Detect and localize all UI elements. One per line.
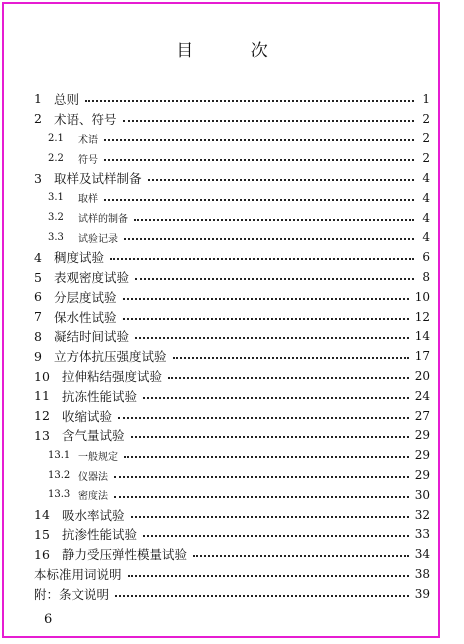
toc-entry-number: 3.3 <box>48 231 64 243</box>
toc-entry-number: 11 <box>34 388 50 404</box>
toc-entry-page: 4 <box>422 190 430 205</box>
toc-entry-title: 收缩试验 <box>62 408 113 424</box>
toc-entry-page: 33 <box>414 527 430 542</box>
table-of-contents <box>34 89 430 604</box>
toc-entry-page: 24 <box>414 388 430 403</box>
toc-entry-title: 一般规定 <box>78 451 118 463</box>
dot-leader <box>128 575 409 577</box>
toc-entry-page: 2 <box>422 131 430 146</box>
toc-entry-number: 5 <box>34 269 42 285</box>
toc-entry[interactable] <box>34 168 430 188</box>
toc-entry-title: 稠度试验 <box>54 250 105 266</box>
dot-leader <box>168 377 409 379</box>
toc-entry-page: 27 <box>414 408 430 423</box>
toc-entry[interactable] <box>34 505 430 525</box>
toc-entry[interactable] <box>34 148 430 168</box>
dot-leader <box>123 298 409 300</box>
dot-leader <box>104 199 414 201</box>
toc-entry[interactable] <box>34 465 430 485</box>
toc-entry-number: 15 <box>34 526 50 542</box>
toc-entry-page: 2 <box>422 111 430 126</box>
toc-entry-number: 13.3 <box>48 489 71 501</box>
toc-entry-title: 本标准用词说明 <box>34 567 122 583</box>
toc-entry-page: 38 <box>414 567 430 582</box>
toc-entry[interactable] <box>34 406 430 426</box>
toc-entry-title: 吸水率试验 <box>62 507 125 523</box>
toc-entry-page: 30 <box>414 487 430 502</box>
toc-entry-number: 2.2 <box>48 152 64 164</box>
dot-leader <box>114 476 409 478</box>
toc-entry-title: 表观密度试验 <box>54 270 130 286</box>
toc-entry[interactable] <box>34 564 430 584</box>
dot-leader <box>135 337 409 339</box>
toc-entry-page: 14 <box>414 329 430 344</box>
toc-entry-number: 2 <box>34 111 42 127</box>
toc-entry-title: 立方体抗压强度试验 <box>54 349 167 365</box>
dot-leader <box>115 595 409 597</box>
toc-entry-title: 试样的制备 <box>78 214 128 226</box>
dot-leader <box>135 278 414 280</box>
dot-leader <box>123 120 414 122</box>
dot-leader <box>131 516 409 518</box>
page-title: 目 次 <box>176 41 294 61</box>
dot-leader <box>104 159 414 161</box>
toc-entry[interactable] <box>34 208 430 228</box>
toc-entry-page: 4 <box>422 171 430 186</box>
toc-entry[interactable] <box>34 426 430 446</box>
toc-entry-page: 29 <box>414 468 430 483</box>
toc-entry[interactable] <box>34 346 430 366</box>
toc-entry[interactable] <box>34 247 430 267</box>
toc-entry-title: 凝结时间试验 <box>54 329 130 345</box>
toc-entry-page: 2 <box>422 151 430 166</box>
toc-entry-title: 含气量试验 <box>62 428 125 444</box>
toc-entry-page: 34 <box>414 547 430 562</box>
toc-entry-title: 符号 <box>78 154 98 166</box>
dot-leader <box>110 258 414 260</box>
toc-entry-title: 试验记录 <box>78 233 118 245</box>
toc-entry-page: 1 <box>422 91 430 106</box>
toc-entry-number: 3 <box>34 170 42 186</box>
toc-entry-number: 7 <box>34 309 42 325</box>
toc-entry-page: 32 <box>414 507 430 522</box>
dot-leader <box>118 417 409 419</box>
toc-entry-page: 10 <box>414 289 430 304</box>
toc-entry-number: 10 <box>34 368 50 384</box>
toc-entry-page: 29 <box>414 428 430 443</box>
toc-entry[interactable] <box>34 525 430 545</box>
toc-entry-title: 抗渗性能试验 <box>62 527 138 543</box>
toc-entry-page: 17 <box>414 349 430 364</box>
toc-entry[interactable] <box>34 584 430 604</box>
toc-entry[interactable] <box>34 109 430 129</box>
toc-entry-page: 39 <box>414 586 430 601</box>
toc-entry-number: 2.1 <box>48 132 64 144</box>
toc-entry[interactable] <box>34 327 430 347</box>
dot-leader <box>148 179 414 181</box>
toc-entry[interactable] <box>34 445 430 465</box>
page-number: 6 <box>44 612 53 627</box>
toc-entry[interactable] <box>34 287 430 307</box>
toc-entry[interactable] <box>34 89 430 109</box>
toc-entry-title: 保水性试验 <box>54 309 117 325</box>
toc-entry[interactable] <box>34 129 430 149</box>
dot-leader <box>143 397 409 399</box>
dot-leader <box>173 357 409 359</box>
toc-entry[interactable] <box>34 307 430 327</box>
toc-entry-number: 4 <box>34 249 42 265</box>
dot-leader <box>124 238 414 240</box>
dot-leader <box>123 318 409 320</box>
toc-entry-number: 1 <box>34 91 42 107</box>
toc-entry[interactable] <box>34 366 430 386</box>
toc-entry-title: 术语 <box>78 134 98 146</box>
toc-entry-number: 16 <box>34 546 50 562</box>
toc-entry-title: 取样 <box>78 194 98 206</box>
dot-leader <box>134 219 414 221</box>
toc-entry-title: 静力受压弹性模量试验 <box>62 547 188 563</box>
dot-leader <box>193 555 409 557</box>
dot-leader <box>124 456 409 458</box>
dot-leader <box>143 535 409 537</box>
toc-entry[interactable] <box>34 386 430 406</box>
toc-entry-title: 分层度试验 <box>54 289 117 305</box>
toc-entry-title: 总则 <box>54 91 80 107</box>
toc-entry-title: 抗冻性能试验 <box>62 388 138 404</box>
dot-leader <box>131 436 409 438</box>
toc-entry-title: 拉伸粘结强度试验 <box>62 369 163 385</box>
toc-entry-number: 14 <box>34 507 50 523</box>
toc-entry-number: 13 <box>34 427 50 443</box>
toc-entry-page: 20 <box>414 369 430 384</box>
toc-entry-title: 仪器法 <box>78 471 108 483</box>
dot-leader <box>85 100 414 102</box>
toc-entry-number: 6 <box>34 289 42 305</box>
toc-entry-page: 29 <box>414 448 430 463</box>
dot-leader <box>104 139 414 141</box>
toc-entry-number: 9 <box>34 348 42 364</box>
toc-entry-number: 13.1 <box>48 449 71 461</box>
toc-entry-page: 4 <box>422 210 430 225</box>
toc-entry[interactable] <box>34 188 430 208</box>
toc-entry-number: 8 <box>34 328 42 344</box>
toc-entry-page: 6 <box>422 250 430 265</box>
toc-entry-number: 3.2 <box>48 212 64 224</box>
toc-entry-page: 8 <box>422 270 430 285</box>
toc-entry-number: 13.2 <box>48 469 71 481</box>
toc-entry-title: 密度法 <box>78 491 108 503</box>
toc-entry[interactable] <box>34 228 430 248</box>
toc-entry-number: 3.1 <box>48 192 64 204</box>
toc-entry-page: 4 <box>422 230 430 245</box>
toc-entry-title: 附：条文说明 <box>34 586 110 602</box>
dot-leader <box>114 496 409 498</box>
toc-entry-title: 取样及试样制备 <box>54 171 142 187</box>
toc-entry-title: 术语、符号 <box>54 111 117 127</box>
toc-entry-page: 12 <box>414 309 430 324</box>
toc-entry-number: 12 <box>34 408 50 424</box>
toc-entry[interactable] <box>34 544 430 564</box>
toc-entry[interactable] <box>34 485 430 505</box>
toc-entry[interactable] <box>34 267 430 287</box>
